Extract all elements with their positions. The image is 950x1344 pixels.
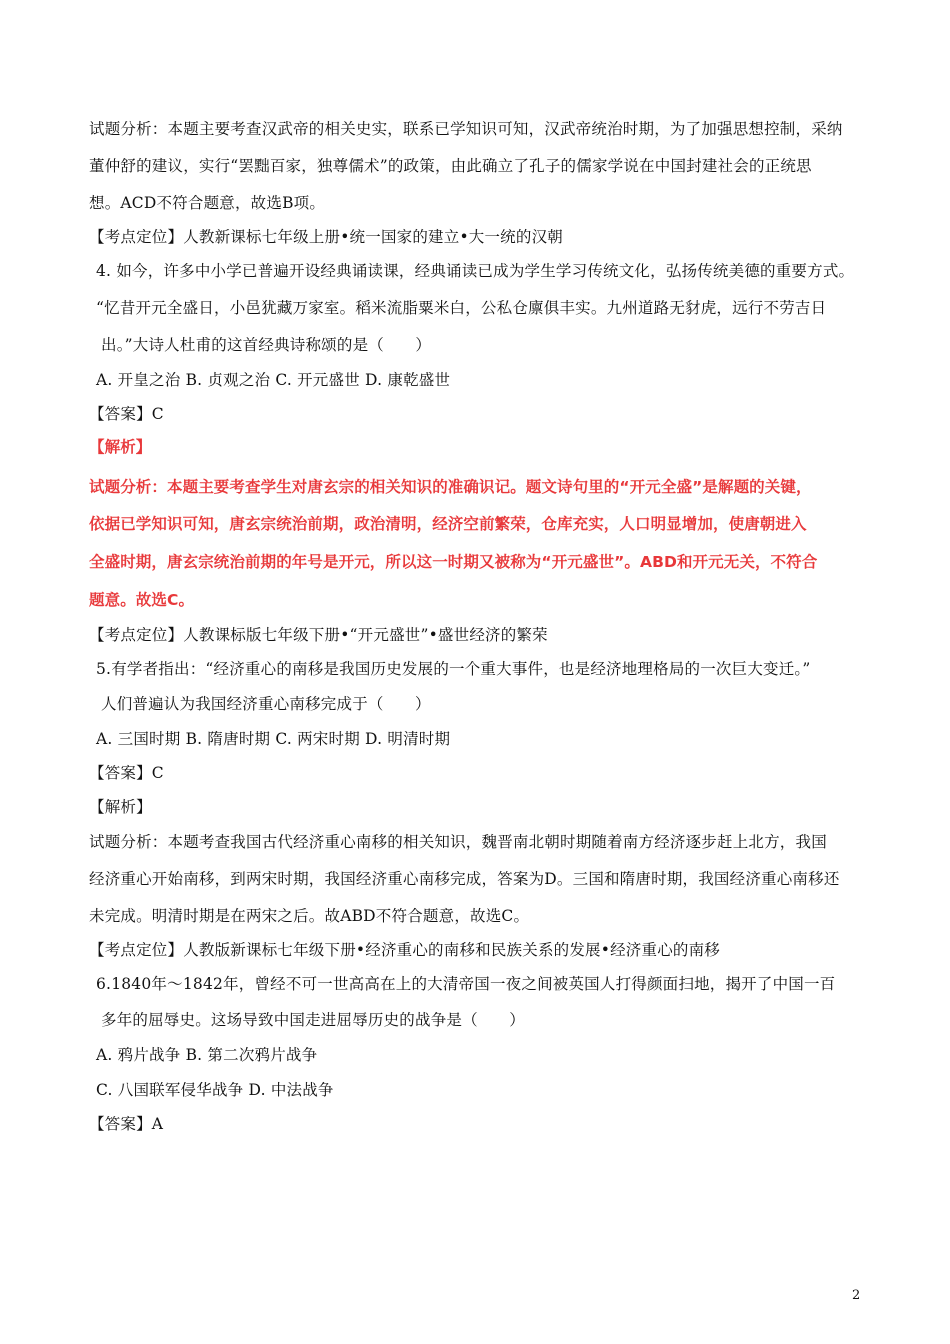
q5-analysis-line-1: 试题分析：本题考查我国古代经济重心南移的相关知识，魏晋南北朝时期随着南方经济逐步赶上北方，我国 — [89, 833, 827, 851]
q6-stem-line-1: 6.1840年～1842年，曾经不可一世高高在上的大清帝国一夜之间被英国人打得颜面扫地，揭开了中国一百 — [96, 975, 836, 993]
q4-options: A. 开皇之治 B. 贞观之治 C. 开元盛世 D. 康乾盛世 — [96, 371, 451, 389]
q4-stem-line-1: 4. 如今，许多中小学已普遍开设经典诵读课，经典诵读已成为学生学习传统文化，弘扬传统美德的重要方式。 — [96, 262, 855, 280]
q6-answer: 【答案】A — [89, 1115, 164, 1133]
q4-analysis-line-3: 全盛时期，唐玄宗统治前期的年号是开元，所以这一时期又被称为“开元盛世”。ABD和开元无关，不符合 — [89, 553, 818, 571]
q4-stem-line-2: “忆昔开元全盛日，小邑犹藏万家室。稻米流脂粟米白，公私仓廪俱丰实。九州道路无豺虎，远行不劳吉日 — [96, 299, 827, 317]
page-number: 2 — [852, 1288, 861, 1303]
q4-analysis-line-1: 试题分析：本题主要考查学生对唐玄宗的相关知识的准确识记。题文诗句里的“开元全盛”是解题的关键， — [89, 478, 812, 496]
q4-jiexi-heading: 【解析】 — [89, 438, 152, 456]
q4-stem-line-3: 出。”大诗人杜甫的这首经典诗称颂的是（ ） — [101, 336, 432, 354]
q6-options-line-1: A. 鸦片战争 B. 第二次鸦片战争 — [96, 1046, 318, 1064]
q5-stem-line-1: 5.有学者指出：“经济重心的南移是我国历史发展的一个重大事件，也是经济地理格局的一次巨大变迁。” — [96, 660, 811, 678]
q5-stem-line-2: 人们普遍认为我国经济重心南移完成于（ ） — [101, 695, 431, 713]
q4-analysis-line-2: 依据已学知识可知，唐玄宗统治前期，政治清明，经济空前繁荣，仓库充实，人口明显增加，使唐朝进入 — [89, 515, 807, 533]
q5-analysis-line-3: 未完成。明清时期是在两宋之后。故ABD不符合题意，故选C。 — [89, 907, 530, 925]
q3-analysis-line-1: 试题分析：本题主要考查汉武帝的相关史实，联系已学知识可知，汉武帝统治时期，为了加强思想控制，采纳 — [89, 120, 843, 138]
q5-options: A. 三国时期 B. 隋唐时期 C. 两宋时期 D. 明清时期 — [96, 730, 451, 748]
q6-options-line-2: C. 八国联军侵华战争 D. 中法战争 — [96, 1081, 334, 1099]
q4-answer: 【答案】C — [89, 405, 164, 423]
q5-jiexi-heading: 【解析】 — [89, 798, 152, 816]
q3-analysis-line-3: 想。ACD不符合题意，故选B项。 — [89, 194, 326, 212]
q3-analysis-line-2: 董仲舒的建议，实行“罢黜百家，独尊儒术”的政策，由此确立了孔子的儒家学说在中国封建社会的正统思 — [89, 157, 812, 175]
q4-analysis-line-4: 题意。故选C。 — [89, 591, 195, 609]
q5-kaodian: 【考点定位】人教版新课标七年级下册•经济重心的南移和民族关系的发展•经济重心的南移 — [89, 941, 720, 959]
q4-kaodian: 【考点定位】人教课标版七年级下册•“开元盛世”•盛世经济的繁荣 — [89, 626, 548, 644]
q3-kaodian: 【考点定位】人教新课标七年级上册•统一国家的建立•大一统的汉朝 — [89, 228, 563, 246]
q5-analysis-line-2: 经济重心开始南移，到两宋时期，我国经济重心南移完成，答案为D。三国和隋唐时期，我国经济重心南移还 — [89, 870, 840, 888]
q6-stem-line-2: 多年的屈辱史。这场导致中国走进屈辱历史的战争是（ ） — [101, 1011, 525, 1029]
q5-answer: 【答案】C — [89, 764, 164, 782]
